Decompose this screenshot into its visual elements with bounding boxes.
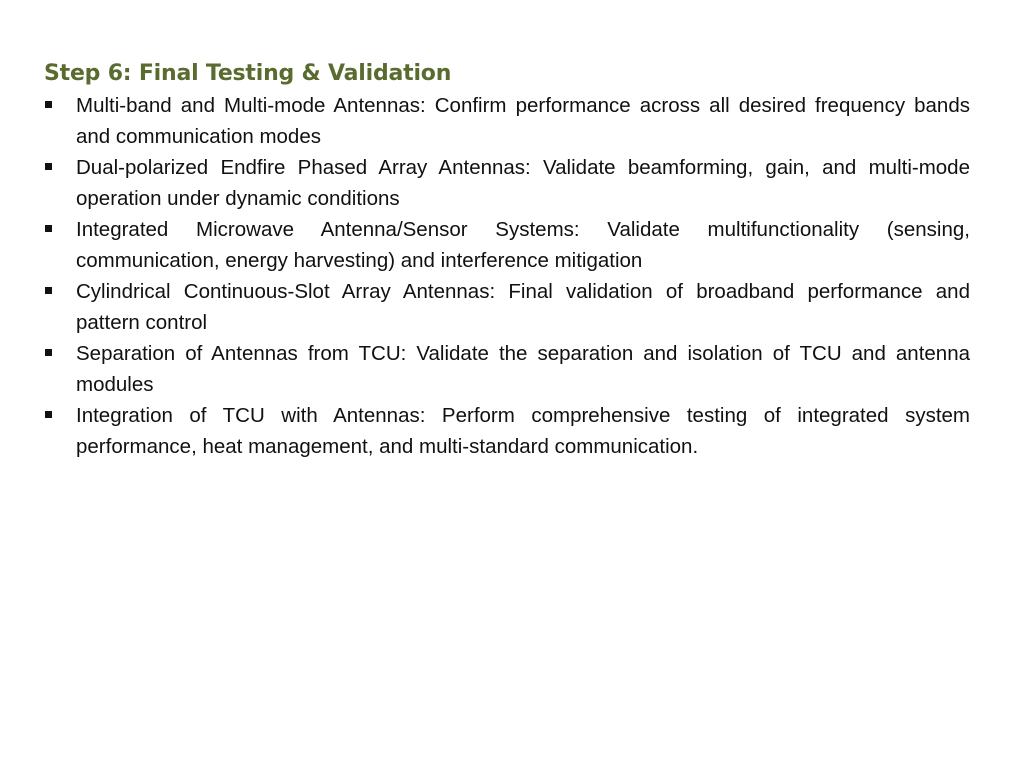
list-item: [44, 152, 970, 214]
square-bullet-icon: [45, 411, 52, 418]
slide-content: [44, 58, 970, 462]
list-item: [44, 338, 970, 400]
bullet-text: Integration of TCU with Antennas: Perform comprehensive testing of integrated system performance, heat management, and multi-standard communication.: [76, 404, 970, 458]
section-heading: Step 6: Final Testing & Validation: [44, 61, 452, 86]
bullet-text: Separation of Antennas from TCU: Validate the separation and isolation of TCU and antenna modules: [76, 342, 970, 396]
bullet-list: [44, 90, 970, 462]
square-bullet-icon: [45, 349, 52, 356]
bullet-text: Multi-band and Multi-mode Antennas: Confirm performance across all desired frequency bands and communication modes: [76, 94, 970, 148]
square-bullet-icon: [45, 287, 52, 294]
square-bullet-icon: [45, 225, 52, 232]
list-item: [44, 276, 970, 338]
square-bullet-icon: [45, 163, 52, 170]
bullet-text: Cylindrical Continuous-Slot Array Antennas: Final validation of broadband performance and pattern control: [76, 280, 970, 334]
bullet-text: Integrated Microwave Antenna/Sensor Systems: Validate multifunctionality (sensing, communication, energy harvesting) and interference mitigation: [76, 218, 970, 272]
bullet-text: Dual-polarized Endfire Phased Array Antennas: Validate beamforming, gain, and multi-mode operation under dynamic conditions: [76, 156, 970, 210]
square-bullet-icon: [45, 101, 52, 108]
list-item: [44, 400, 970, 462]
list-item: [44, 90, 970, 152]
list-item: [44, 214, 970, 276]
